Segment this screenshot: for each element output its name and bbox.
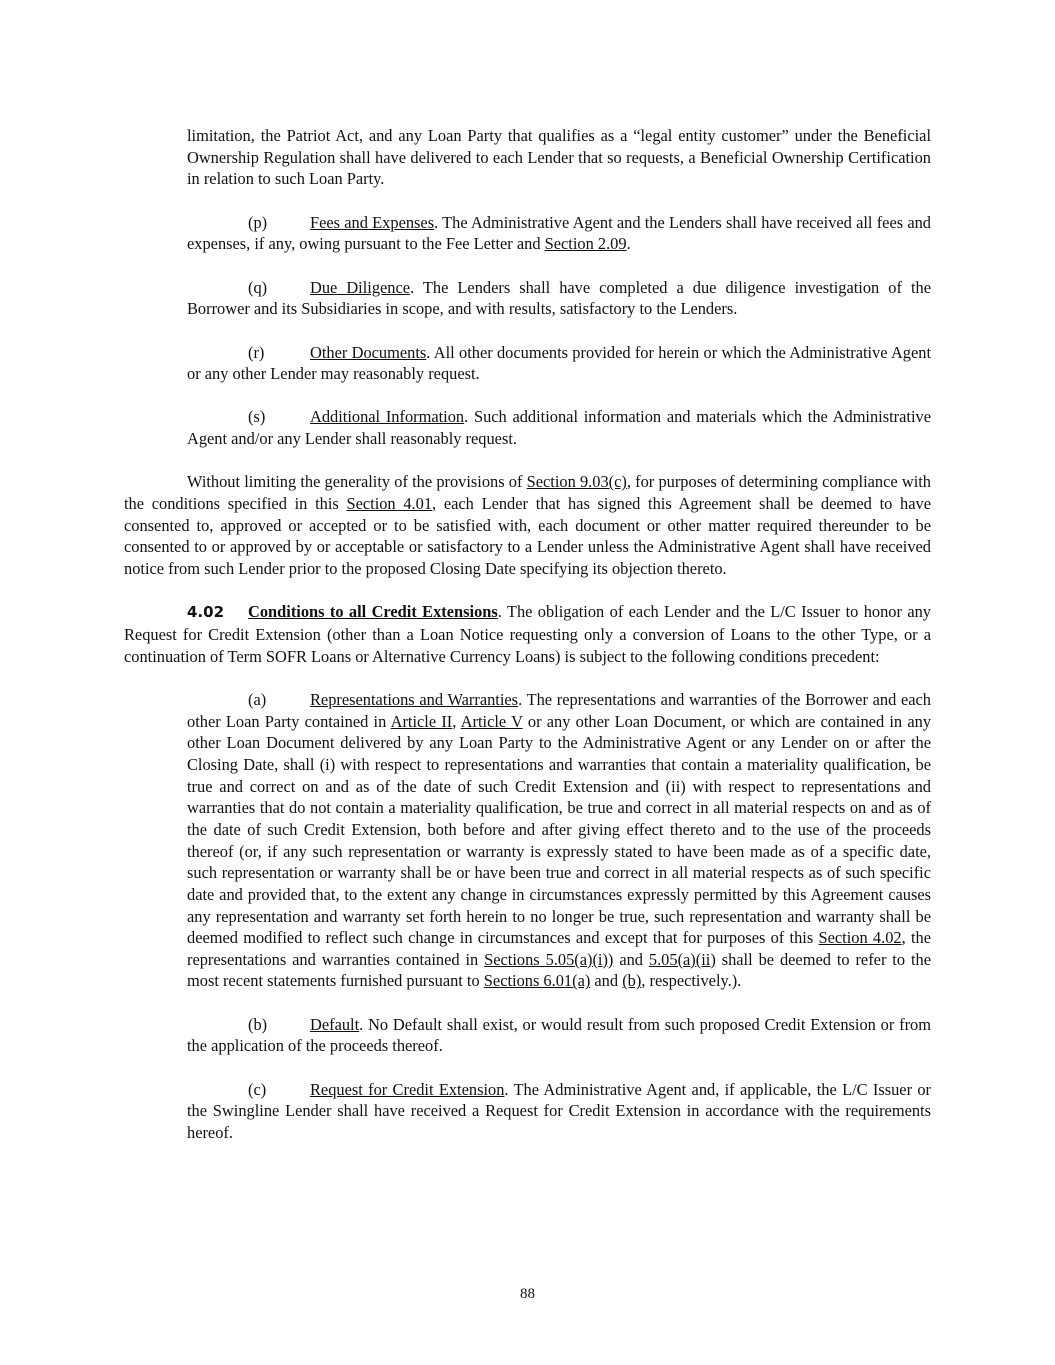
body-text: , respectively.). (641, 971, 742, 991)
body-text: and (613, 949, 649, 969)
page-number: 88 (520, 1286, 535, 1302)
body-text: , (452, 711, 461, 731)
paragraph (187, 125, 931, 190)
paragraph (124, 601, 931, 667)
cross-reference: Due Diligence (310, 277, 411, 297)
paragraph (187, 277, 931, 320)
cross-reference: Section 4.02 (818, 928, 902, 948)
cross-reference: Representations and Warranties (310, 689, 519, 709)
cross-reference: Request for Credit Extension (310, 1079, 505, 1099)
section-number: 4.02 (187, 603, 225, 622)
cross-reference: Section 4.01 (346, 494, 433, 514)
body-text: . The Lenders shall have completed a due diligence investigation of the Borrower and its Subsidiaries in scope, and with results, satisfactory to the Lenders. (187, 277, 931, 319)
paragraph (124, 471, 931, 579)
body-text: , the representations and warranties contained in (187, 928, 931, 969)
cross-reference: Article II (390, 711, 453, 731)
cross-reference: Other Documents (310, 342, 427, 362)
cross-reference: Fees and Expenses (310, 212, 435, 232)
clause-label: (s) (248, 407, 266, 427)
clause-label: (q) (248, 277, 268, 297)
cross-reference: Section 9.03(c) (526, 472, 627, 492)
cross-reference: Default (310, 1014, 360, 1034)
cross-reference: Sections 6.01(a) (483, 971, 591, 991)
body-text: limitation, the Patriot Act, and any Loan Party that qualifies as a “legal entity customer” under the Beneficial Ownership Regulation shall have delivered to each Lender that so requests, a Beneficial Ownership Certification in relation to such Loan Party. (187, 126, 931, 189)
body-text: , for purposes of determining compliance with the conditions specified in this (124, 472, 932, 514)
body-text: . The obligation of each Lender and the L/C Issuer to honor any Request for Credit Extension (other than a Loan Notice requesting only a conversion of Loans to the other Type, or a continuation of Term SOFR Loans or Alternative Currency Loans) is subject to the following conditions precedent: (124, 602, 931, 666)
paragraph (187, 406, 931, 449)
cross-reference: Section 2.09 (544, 234, 627, 254)
paragraph (187, 1079, 931, 1144)
body-text: Without limiting the generality of the provisions of (187, 472, 527, 492)
body-text: or any other Loan Document, or which are contained in any other Loan Document delivered by any Loan Party to the Administrative Agent or any Lender on or after the Closing Date, shall (i) with respect to representations and warranties that contain a materiality qualification, be true and correct on and as of the date of such Credit Extension and (ii) with respect to representations and warranties that do not contain a materiality qualification, be true and correct in all material respects on and as of the date of such Credit Extension, both before and after giving effect thereto and to the use of the proceeds thereof (or, if any such representation or warranty is expressly stated to have been made as of a specific date, such representation or warranty shall be or have been true and correct in all material respects as of such specific date and provided that, to the extent any change in circumstances expressly permitted by this Agreement causes any representation and warranty set forth herein to no longer be true, such representation and warranty shall be deemed modified to reflect such change in circumstances and except that for purposes of this (187, 711, 932, 948)
document-body (124, 125, 931, 1165)
body-text: . The Administrative Agent and the Lenders shall have received all fees and expenses, if any, owing pursuant to the Fee Letter and (187, 212, 932, 254)
body-text: . (626, 234, 631, 254)
body-text: . No Default shall exist, or would result from such proposed Credit Extension or from the application of the proceeds thereof. (187, 1014, 931, 1056)
paragraph (187, 342, 931, 385)
paragraph (187, 212, 931, 255)
clause-label: (c) (248, 1079, 267, 1099)
cross-reference: Sections 5.05(a)(i)) (484, 949, 614, 969)
section-heading: Conditions to all Credit Extensions (248, 602, 498, 622)
paragraph (187, 1014, 931, 1057)
cross-reference: Article V (460, 711, 523, 731)
paragraph (187, 689, 931, 992)
clause-label: (b) (248, 1014, 268, 1034)
body-text: , each Lender that has signed this Agreement shall be deemed to have consented to, approved or accepted or to be satisfied with, each document or other matter required thereunder to be consented to or approved by or acceptable or satisfactory to a Lender unless the Administrative Agent shall have received notice from such Lender prior to the proposed Closing Date specifying its objection thereto. (124, 494, 931, 579)
body-text: . All other documents provided for herein or which the Administrative Agent or any other Lender may reasonably request. (187, 342, 931, 384)
body-text: . Such additional information and materials which the Administrative Agent and/or any Lender shall reasonably request. (187, 407, 931, 449)
body-text: and (590, 971, 623, 991)
clause-label: (a) (248, 689, 267, 709)
cross-reference: (b) (622, 971, 642, 991)
cross-reference: 5.05(a)(ii) (648, 949, 716, 969)
clause-label: (r) (248, 342, 265, 362)
cross-reference: Additional Information (310, 407, 465, 427)
body-text: shall be deemed to refer to the most recent statements furnished pursuant to (187, 949, 931, 991)
clause-label: (p) (248, 212, 268, 232)
body-text: . The representations and warranties of the Borrower and each other Loan Party contained in (187, 689, 931, 731)
body-text: . The Administrative Agent and, if applicable, the L/C Issuer or the Swingline Lender shall have received a Request for Credit Extension in accordance with the requirements hereof. (187, 1079, 932, 1143)
